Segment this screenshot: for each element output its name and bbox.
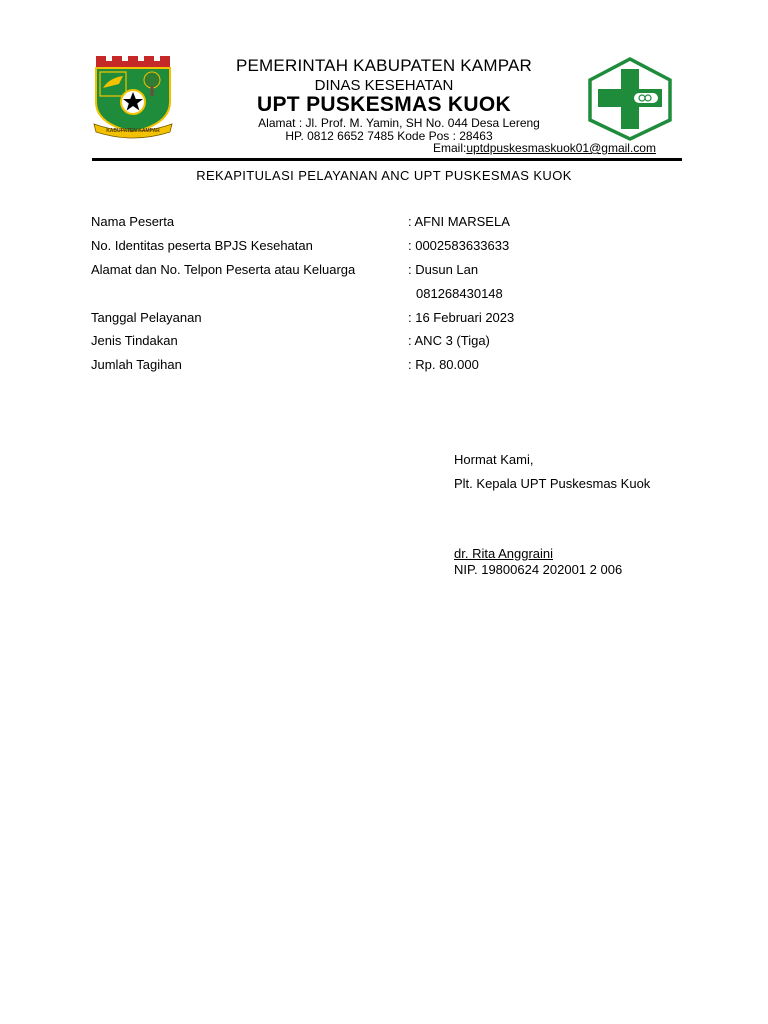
field-value-bpjs-id: : 0002583633633 (408, 238, 510, 253)
government-name: PEMERINTAH KABUPATEN KAMPAR (235, 56, 533, 75)
document-title: REKAPITULASI PELAYANAN ANC UPT PUSKESMAS KUOK (196, 168, 572, 183)
signer-name: dr. Rita Anggraini (454, 546, 554, 561)
field-label-jenis-tindakan: Jenis Tindakan (91, 333, 178, 348)
agency-name: DINAS KESEHATAN (314, 77, 454, 94)
field-value-tanggal: : 16 Februari 2023 (408, 310, 515, 325)
field-value-alamat: : Dusun Lan (408, 262, 479, 277)
field-value-jenis-tindakan: : ANC 3 (Tiga) (408, 333, 490, 348)
logo-banner-text: KABUPATEN KAMPAR (106, 128, 160, 134)
header-divider (92, 158, 682, 161)
field-label-tanggal: Tanggal Pelayanan (91, 310, 202, 325)
field-value-telpon: 081268430148 (416, 286, 503, 301)
field-label-bpjs-id: No. Identitas peserta BPJS Kesehatan (91, 238, 313, 253)
email-line (433, 141, 656, 155)
field-label-jumlah-tagihan: Jumlah Tagihan (91, 357, 182, 372)
address-line-1: Alamat : Jl. Prof. M. Yamin, SH No. 044 Desa Lereng (258, 116, 540, 130)
field-label-nama-peserta: Nama Peserta (91, 214, 175, 229)
email-label: Email: (433, 141, 467, 155)
address-line-2: HP. 0812 6652 7485 Kode Pos : 28463 (285, 129, 493, 143)
signer-nip: NIP. 19800624 202001 2 006 (454, 562, 623, 577)
signer-position: Plt. Kepala UPT Puskesmas Kuok (454, 476, 651, 491)
closing-greeting: Hormat Kami, (454, 452, 534, 467)
field-value-nama-peserta: : AFNI MARSELA (408, 214, 510, 229)
email-link[interactable]: uptdpuskesmaskuok01@gmail.com (466, 141, 656, 155)
field-label-alamat: Alamat dan No. Telpon Peserta atau Keluarga (91, 262, 356, 277)
field-value-jumlah-tagihan: : Rp. 80.000 (408, 357, 479, 372)
unit-name: UPT PUSKESMAS KUOK (257, 93, 511, 116)
